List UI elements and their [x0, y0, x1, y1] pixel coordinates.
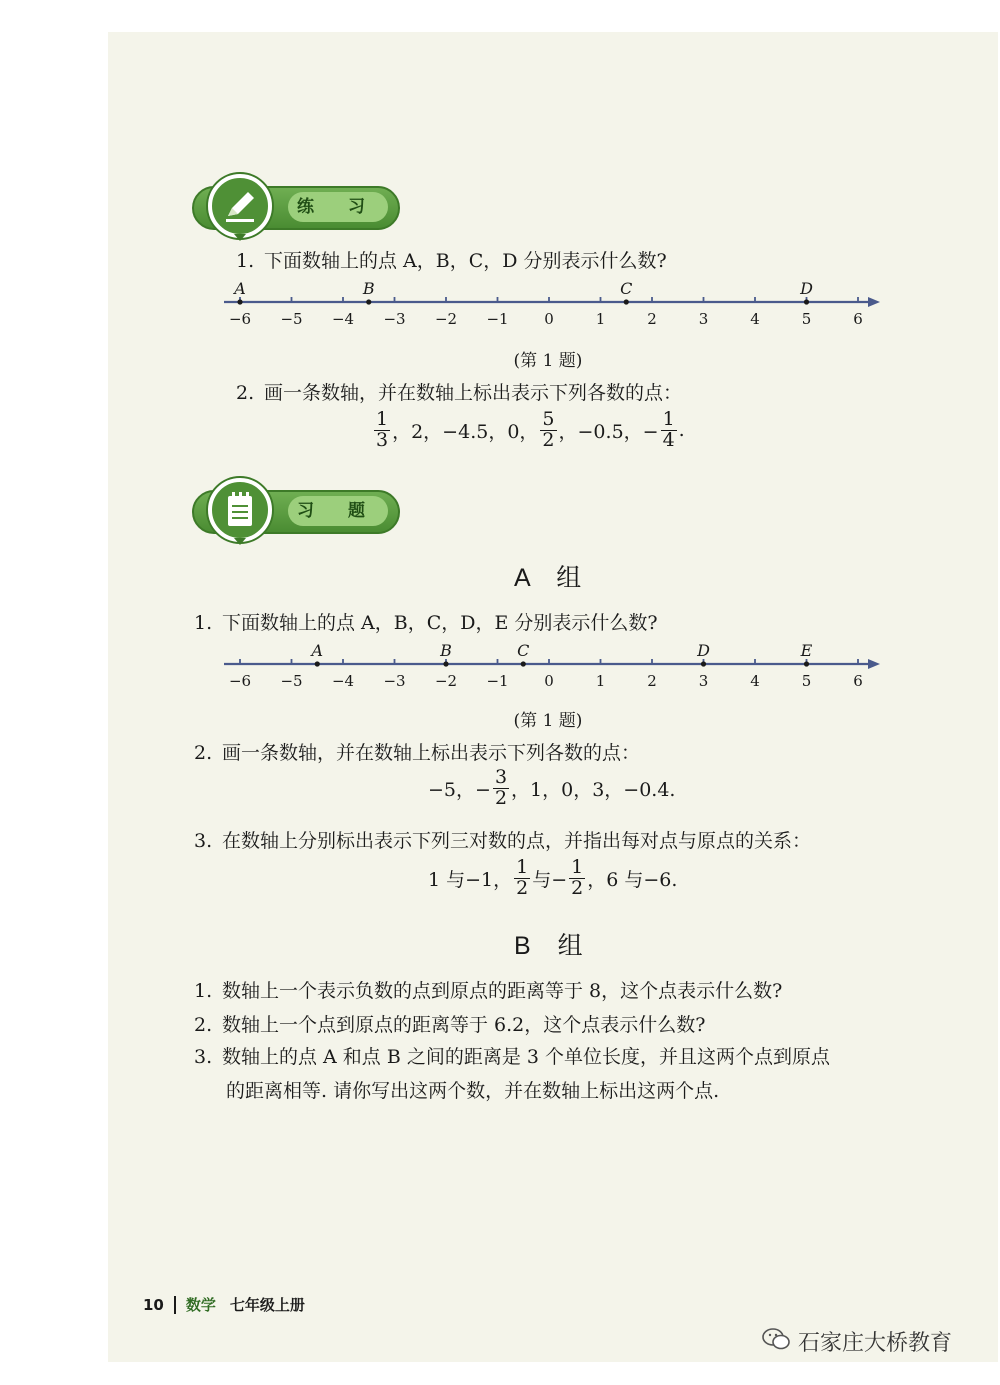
point-label: B — [440, 641, 452, 660]
value-text: −5，− — [428, 778, 491, 801]
tick-label: 4 — [750, 310, 760, 328]
tick-label: 6 — [853, 672, 863, 690]
page-footer — [143, 1294, 305, 1315]
fraction: $\frac{1}{4}$ — [662, 408, 675, 451]
exercise-q1 — [236, 246, 667, 273]
footer-subject: 数学 — [185, 1296, 216, 1314]
tick-label: −3 — [383, 672, 406, 690]
question-number: 1. — [194, 612, 213, 634]
value-text: ，1，0，3，−0.4. — [511, 778, 676, 801]
group-b-q1 — [194, 976, 782, 1003]
pencil-icon — [208, 174, 272, 238]
footer-grade: 七年级上册 — [229, 1296, 305, 1314]
tick-label: 2 — [647, 310, 657, 328]
question-text: 数轴上一个表示负数的点到原点的距离等于 8，这个点表示什么数? — [222, 980, 783, 1002]
question-number: 1. — [236, 250, 255, 272]
question-text: 下面数轴上的点 A，B，C，D，E 分别表示什么数? — [222, 612, 658, 634]
wechat-icon — [762, 1327, 790, 1357]
question-number: 3. — [194, 830, 213, 852]
point-marker — [366, 299, 371, 304]
axis-arrow — [868, 659, 880, 669]
tick-label: −3 — [383, 310, 406, 328]
point-label: A — [311, 641, 324, 660]
question-text: 下面数轴上的点 A，B，C，D 分别表示什么数? — [264, 250, 667, 272]
question-text: 数轴上的点 A 和点 B 之间的距离是 3 个单位长度，并且这两个点到原点 — [222, 1046, 831, 1068]
fraction: $\frac{1}{2}$ — [516, 856, 529, 899]
problems-banner — [192, 486, 402, 540]
group-b-q3-continued: 的距离相等. 请你写出这两个数，并在数轴上标出这两个点. — [226, 1080, 720, 1102]
tick-label: 3 — [698, 672, 709, 690]
banner-pointer — [234, 234, 246, 241]
question-text: 画一条数轴，并在数轴上标出表示下列各数的点： — [222, 742, 641, 764]
fraction: $\frac{1}{2}$ — [571, 856, 584, 899]
tick-label: −1 — [486, 672, 509, 690]
tick-label: 1 — [595, 310, 606, 328]
value-text: ，6 与−6. — [587, 868, 678, 891]
question-number: 2. — [194, 742, 213, 764]
fraction: $\frac{5}{2}$ — [542, 408, 555, 451]
point-label: D — [800, 279, 813, 298]
tick-label: 0 — [544, 672, 554, 690]
group-a-title: A 组 — [514, 564, 592, 592]
banner-pointer — [234, 538, 246, 545]
group-b-title: B 组 — [514, 932, 593, 960]
exercise-q2-values — [372, 410, 685, 451]
value-text: ，2，−4.5，0， — [392, 420, 539, 443]
tick-label: −5 — [280, 310, 303, 328]
question-number: 2. — [236, 382, 255, 404]
figure-caption: (第 1 题) — [513, 351, 583, 371]
tick-label: 4 — [750, 672, 760, 690]
tick-label: −2 — [434, 672, 458, 690]
point-label: E — [800, 641, 813, 660]
question-number: 1. — [194, 980, 213, 1002]
tick-label: −2 — [434, 310, 458, 328]
fraction: $\frac{3}{2}$ — [494, 766, 508, 809]
tick-label: −1 — [486, 310, 509, 328]
value-text: . — [678, 419, 685, 442]
tick-label: −4 — [331, 672, 355, 690]
tick-label: 3 — [698, 310, 709, 328]
point-label: A — [234, 279, 246, 298]
page-number: 10 — [143, 1295, 164, 1314]
question-text: 画一条数轴，并在数轴上标出表示下列各数的点： — [264, 382, 683, 404]
point-label: C — [620, 279, 633, 298]
banner-label: 练 习 — [288, 192, 388, 222]
notebook-icon — [208, 478, 272, 542]
footer-divider — [174, 1296, 176, 1314]
banner-label: 习 题 — [288, 496, 388, 526]
number-line-1 — [220, 274, 890, 334]
group-a-q1 — [194, 608, 658, 635]
tick-label: 5 — [801, 672, 812, 690]
group-a-q2 — [194, 738, 640, 765]
tick-label: −6 — [228, 672, 252, 690]
question-text: 数轴上一个点到原点的距离等于 6.2，这个点表示什么数? — [222, 1014, 706, 1036]
point-marker — [315, 661, 320, 666]
group-a-q3-values — [428, 858, 677, 899]
exercise-q2 — [236, 378, 682, 405]
tick-label: 1 — [595, 672, 606, 690]
tick-label: −4 — [331, 310, 355, 328]
axis-arrow — [868, 297, 880, 307]
watermark-text: 石家庄大桥教育 — [798, 1331, 953, 1356]
group-a-q2-values — [428, 768, 675, 809]
watermark — [762, 1326, 952, 1357]
point-marker — [804, 661, 809, 666]
number-line-2 — [220, 636, 890, 696]
value-text: ，−0.5，− — [558, 420, 659, 443]
point-label: C — [517, 641, 530, 660]
fraction: $\frac{1}{3}$ — [376, 408, 389, 451]
point-label: D — [697, 641, 710, 660]
point-marker — [443, 661, 448, 666]
question-text: 在数轴上分别标出表示下列三对数的点，并指出每对点与原点的关系： — [222, 830, 812, 852]
group-b-q3 — [194, 1042, 830, 1069]
point-marker — [624, 299, 629, 304]
figure-caption: (第 1 题) — [513, 711, 583, 731]
point-marker — [701, 661, 706, 666]
point-label: B — [362, 279, 375, 298]
exercise-banner — [192, 182, 402, 236]
group-a-q3 — [194, 826, 811, 853]
value-text: 与− — [532, 868, 568, 891]
tick-label: −5 — [280, 672, 303, 690]
tick-label: −6 — [228, 310, 252, 328]
point-marker — [521, 661, 526, 666]
tick-label: 6 — [853, 310, 863, 328]
question-number: 2. — [194, 1014, 213, 1036]
value-text: 1 与−1， — [428, 868, 513, 891]
tick-label: 2 — [647, 672, 657, 690]
tick-label: 0 — [544, 310, 554, 328]
point-marker — [237, 299, 242, 304]
tick-label: 5 — [801, 310, 812, 328]
point-marker — [804, 299, 809, 304]
group-b-q2 — [194, 1010, 705, 1037]
question-number: 3. — [194, 1046, 213, 1068]
